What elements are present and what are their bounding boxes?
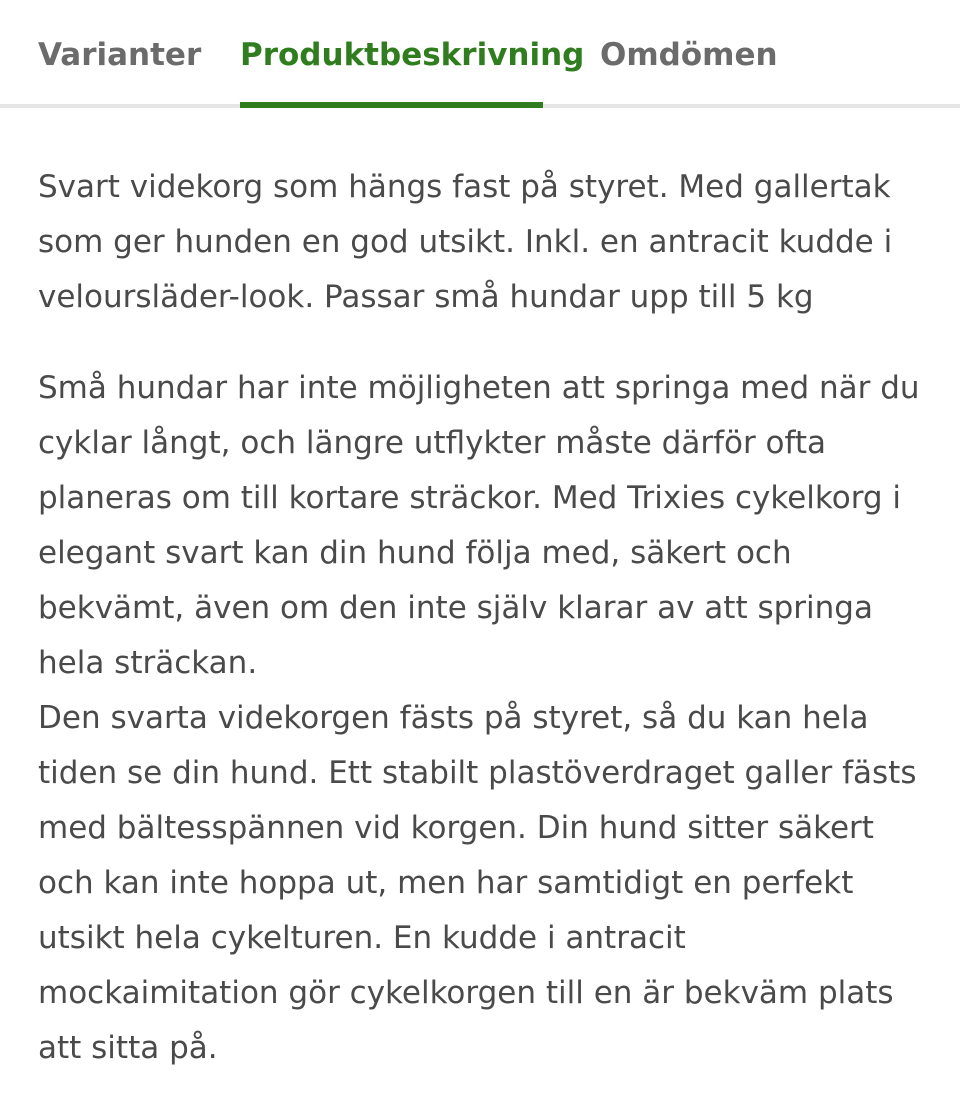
description-text: Små hundar har inte möjligheten att springa med när du cyklar långt, och längre utflykter måste därför ofta planeras om till kortare sträckor. Med Trixies cykelkorg i elegant svart kan din hund följa med, säkert och bekvämt, även om den inte själv klarar av att springa hela sträckan. — [38, 370, 920, 681]
active-tab-indicator — [240, 102, 543, 108]
tab-varianter[interactable]: Varianter — [38, 37, 202, 73]
tab-bar — [0, 0, 960, 110]
description-paragraph: Svart videkorg som hängs fast på styret. Med gallertak som ger hunden en god utsikt. Inkl. en antracit kudde i veloursläder-look. Passar små hundar upp till 5 kg — [38, 169, 893, 315]
product-description — [38, 160, 928, 1076]
tab-omdomen[interactable]: Omdömen — [600, 37, 778, 73]
description-paragraph — [38, 361, 928, 1076]
tab-produktbeskrivning[interactable]: Produktbeskrivning — [240, 37, 585, 73]
description-text: Den svarta videkorgen fästs på styret, så du kan hela tiden se din hund. Ett stabilt plastöverdraget galler fästs med bältesspännen vid korgen. Din hund sitter säkert och kan inte hoppa ut, men har samtidigt en perfekt utsikt hela cykelturen. En kudde i antracit mockaimitation gör cykelkorgen till en är bekväm plats att sitta på. — [38, 700, 917, 1066]
